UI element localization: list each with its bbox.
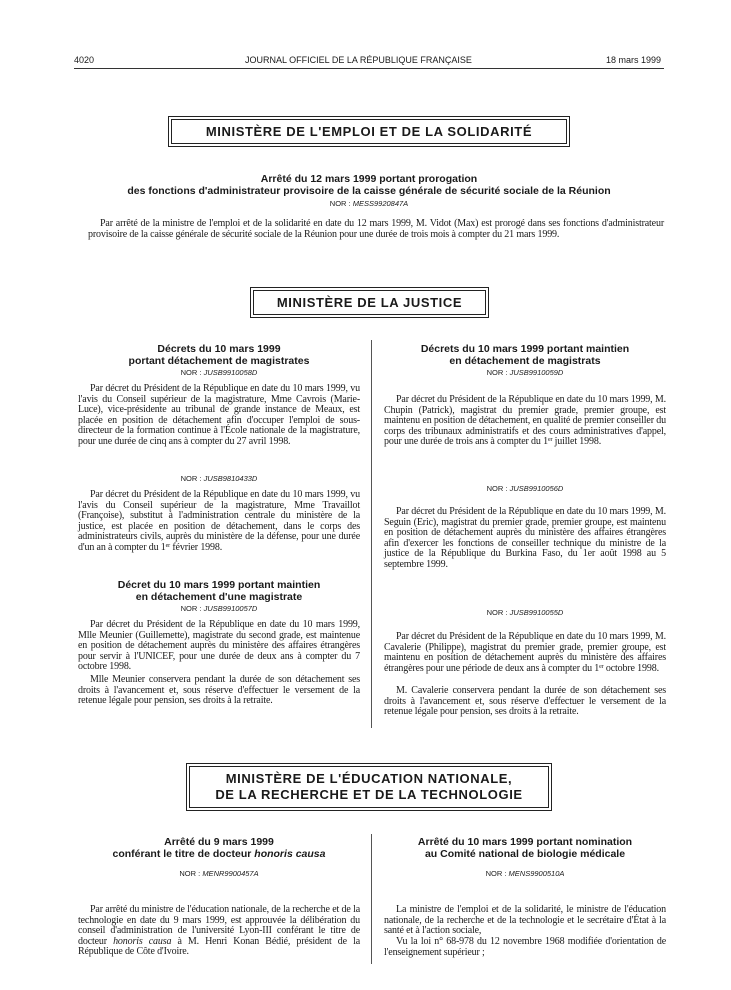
nor-justice-left-3	[78, 604, 360, 613]
nor-label: NOR :	[180, 368, 202, 377]
decret-paragraph-cavalerie-2: M. Cavalerie conservera pendant la durée de son détachement ses droits à l'avancement et, sous réserve d'effectuer le versement de la retenue légale pour pension, ses droits à la retraite.	[384, 685, 666, 718]
ordinal-suffix: er	[599, 663, 604, 670]
nor-code: JUSB9910059D	[509, 368, 564, 377]
ministry-title-line1: MINISTÈRE DE L'ÉDUCATION NATIONALE,	[225, 771, 513, 786]
paragraph-italic: honoris causa	[113, 935, 172, 947]
nor-code: JUSB9910058D	[203, 368, 258, 377]
ordinal-suffix: er	[547, 437, 553, 444]
nor-code: MESS9920847A	[352, 199, 409, 208]
decrets-title-line1: Décrets du 10 mars 1999	[157, 343, 281, 355]
decrets-title-line1: Décrets du 10 mars 1999 portant maintien	[420, 343, 630, 355]
decret-title-meunier	[78, 579, 360, 603]
nor-justice-left-2	[78, 474, 360, 483]
nor-justice-right-3	[384, 608, 666, 617]
ministry-box-education	[186, 763, 552, 811]
arrete-paragraph-honoris	[78, 905, 360, 958]
nor-code: JUSB9910056D	[509, 484, 564, 493]
ministry-box-justice	[250, 287, 489, 318]
decrets-title-left	[78, 343, 360, 367]
decret-paragraph-cavrois: Par décret du Président de la République en date du 10 mars 1999, vu l'avis du Conseil supérieur de la magistrature, Mme Cavrois (Marie-Luce), vice-présidente au tribunal de grande instance de Meaux, est placée en position de détachement afin d'occuper l'emploi de sous-directeur de la formation continue à l'École nationale de la magistrature, pour une durée de cinq ans à compter du 27 avril 1998.	[78, 383, 360, 447]
paragraph-text-end: juillet 1998.	[552, 436, 602, 448]
decrets-title-right	[384, 343, 666, 367]
paragraph-text-end: février 1998.	[170, 541, 223, 553]
arrete-title-line1: Arrêté du 10 mars 1999 portant nomination	[417, 836, 633, 848]
nor-label: NOR :	[180, 604, 202, 613]
nor-label: NOR :	[180, 474, 202, 483]
nor-code: JUSB9910055D	[509, 608, 564, 617]
arrete-title-line2: des fonctions d'administrateur provisoire de la caisse générale de sécurité sociale de la Réunion	[127, 185, 611, 197]
nor-justice-left-1	[78, 368, 360, 377]
paragraph-text: Par arrêté du ministre de l'éducation nationale, de la recherche et de la technologie en date du 9 mars 1999, est approuvée la délibération du conseil d'administration de l'université Lyon-III conférant le titre de docteur	[78, 904, 360, 947]
title-text: conférant le titre de docteur	[112, 848, 255, 860]
paragraph-text: Par décret du Président de la République en date du 10 mars 1999, M. Chupin (Patrick), magistrat du premier grade, premier groupe, est maintenu en position de détachement, en qualité de premier conseiller du corps des tribunaux administratifs et des cours administratives d'appel, pour une durée de trois ans à compter du 1	[384, 394, 666, 448]
issue-date: 18 mars 1999	[606, 55, 662, 65]
paragraph-text-end: à M. Henri Konan Bédié, président de la République de Côte d'Ivoire.	[78, 935, 360, 958]
ministry-box-emploi	[168, 116, 570, 147]
arrete-title-emploi	[74, 173, 664, 197]
page-number: 4020	[74, 55, 95, 65]
decret-title-line1: Décret du 10 mars 1999 portant maintien	[117, 579, 321, 591]
nor-code: MENR9900457A	[202, 869, 259, 878]
decrets-title-line2: en détachement de magistrats	[449, 355, 601, 367]
decret-paragraph-chupin	[384, 395, 666, 448]
decret-paragraph-meunier-2: Mlle Meunier conservera pendant la durée de son détachement ses droits à l'avancement et, sous réserve d'effectuer le versement de la retenue légale pour pension, ses droits à la retraite.	[78, 674, 360, 707]
arrete-title-line1: Arrêté du 9 mars 1999	[164, 836, 274, 848]
nor-education-left	[78, 869, 360, 878]
nor-code: MENS9900510A	[508, 869, 565, 878]
nor-label: NOR :	[179, 869, 201, 878]
nor-label: NOR :	[485, 869, 507, 878]
ministry-title-emploi: MINISTÈRE DE L'EMPLOI ET DE LA SOLIDARITÉ	[171, 119, 567, 144]
nor-label: NOR :	[486, 608, 508, 617]
column-divider-education	[371, 834, 372, 964]
decret-paragraph-meunier: Par décret du Président de la République en date du 10 mars 1999, Mlle Meunier (Guillemette), magistrate du second grade, est maintenue en position de détachement auprès du ministère des affaires étrangères pour servir à l'UNICEF, pour une durée de deux ans à compter du 7 octobre 1998.	[78, 619, 360, 673]
ministry-title-education	[189, 766, 549, 808]
nor-label: NOR :	[486, 368, 508, 377]
arrete-paragraph-biologie-2: Vu la loi n° 68-978 du 12 novembre 1968 modifiée d'orientation de l'enseignement supérieur ;	[384, 936, 666, 958]
arrete-body-emploi: Par arrêté de la ministre de l'emploi et de la solidarité en date du 12 mars 1999, M. Vidot (Max) est prorogé dans ses fonctions d'administrateur provisoire de la caisse générale de sécurité sociale de la Réunion pour une durée de trois mois à compter du 21 mars 1999.	[88, 218, 664, 240]
arrete-title-line2: au Comité national de biologie médicale	[424, 848, 626, 860]
nor-label: NOR :	[329, 199, 351, 208]
arrete-paragraph-biologie-1: La ministre de l'emploi et de la solidarité, le ministre de l'éducation nationale, de la recherche et de la technologie et le secrétaire d'État à la santé et à l'action sociale,	[384, 904, 666, 937]
ordinal-suffix: er	[165, 542, 171, 549]
paragraph-text-end: octobre 1998.	[603, 662, 659, 674]
arrete-title-line1: Arrêté du 12 mars 1999 portant prorogation	[260, 173, 478, 185]
nor-code: JUSB9910057D	[203, 604, 258, 613]
decret-paragraph-seguin: Par décret du Président de la République en date du 10 mars 1999, M. Seguin (Eric), magistrat du premier grade, premier groupe, est maintenu en position de détachement auprès du ministère des affaires étrangères afin d'exercer les fonctions de conseiller technique du ministre de la justice de la République du Burkina Faso, du 1er août 1998 au 5 septembre 1999.	[384, 506, 666, 570]
decret-paragraph-travaillot	[78, 490, 360, 554]
arrete-title-line2	[78, 848, 360, 860]
nor-education-right	[384, 869, 666, 878]
decrets-title-line2: portant détachement de magistrates	[128, 355, 310, 367]
paragraph-text: Par décret du Président de la République en date du 10 mars 1999, vu l'avis du Conseil supérieur de la magistrature, Mme Travaillot (Françoise), substitut à l'administration centrale du ministère de la justice, est placée en position de détachement, dans le corps des administrateurs civils, auprès du ministère de la défense, pour une durée d'un an à compter du 1	[78, 489, 360, 553]
ministry-title-justice: MINISTÈRE DE LA JUSTICE	[253, 290, 486, 315]
title-italic: honoris causa	[254, 848, 326, 860]
decret-paragraph-cavalerie	[384, 632, 666, 674]
ministry-title-line2: DE LA RECHERCHE ET DE LA TECHNOLOGIE	[215, 787, 523, 802]
decret-title-line2: en détachement d'une magistrate	[135, 591, 303, 603]
column-divider-justice	[371, 340, 372, 728]
nor-justice-right-2	[384, 484, 666, 493]
header-rule	[74, 68, 664, 69]
nor-emploi	[74, 199, 664, 208]
arrete-title-biologie	[384, 836, 666, 860]
paragraph-text: Par décret du Président de la République en date du 10 mars 1999, M. Cavalerie (Philippe), magistrat du premier grade, premier groupe, est maintenu en position de détachement auprès du ministère des affaires étrangères pour une période de deux ans à compter du 1	[384, 631, 666, 674]
nor-justice-right-1	[384, 368, 666, 377]
journal-title: JOURNAL OFFICIEL DE LA RÉPUBLIQUE FRANÇAISE	[245, 55, 472, 65]
nor-label: NOR :	[486, 484, 508, 493]
nor-code: JUSB9810433D	[203, 474, 258, 483]
arrete-title-honoris	[78, 836, 360, 860]
